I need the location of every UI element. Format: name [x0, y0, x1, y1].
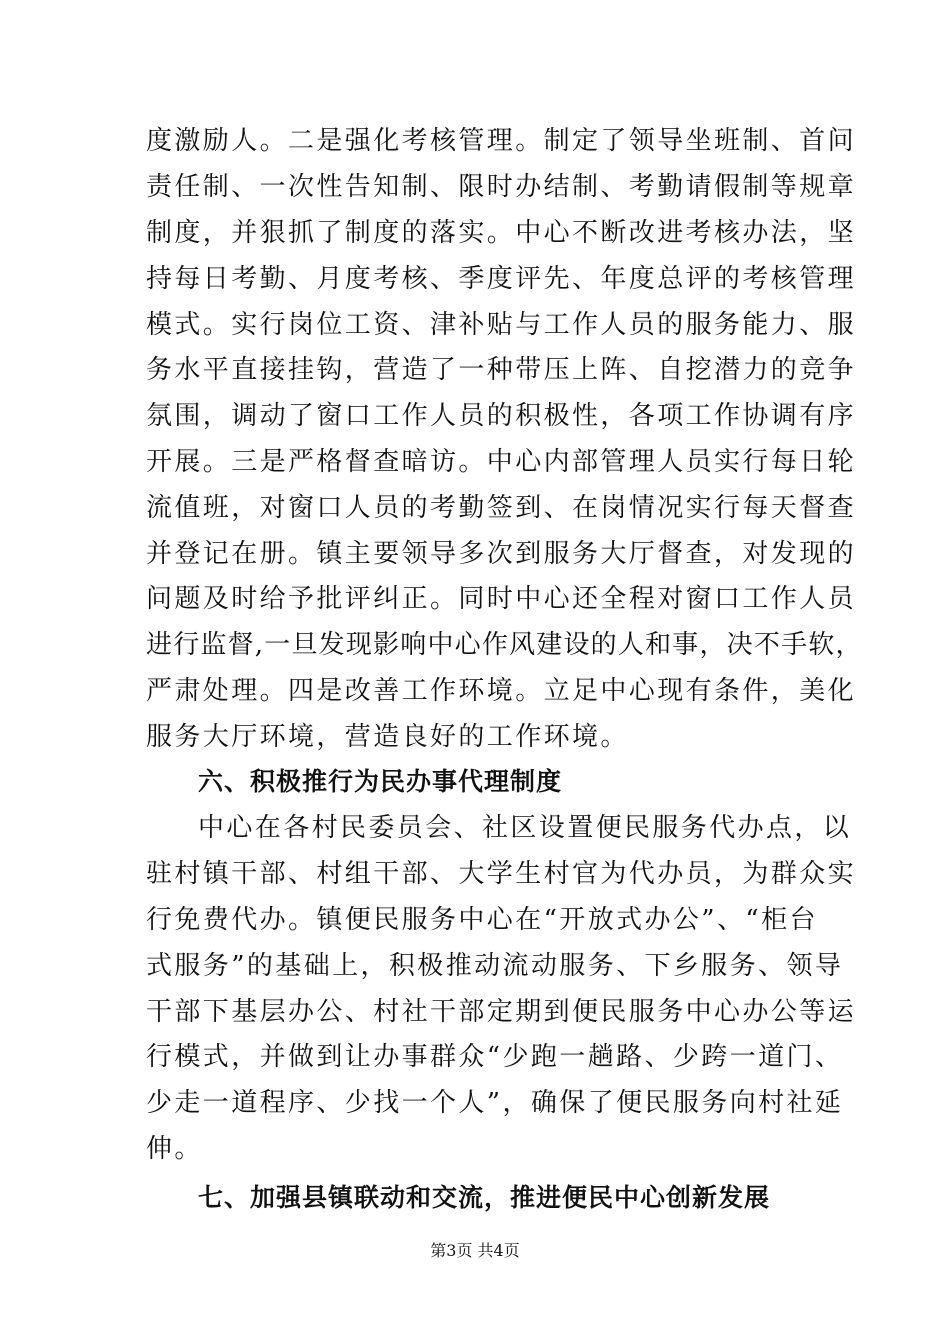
body-line: 驻村镇干部、村组干部、大学生村官为代办员，为群众实	[146, 859, 857, 889]
body-line: 开展。三是严格督查暗访。中心内部管理人员实行每日轮	[146, 447, 857, 477]
body-line: 进行监督,一旦发现影响中心作风建设的人和事，决不手软，	[146, 630, 863, 660]
body-line: 并登记在册。镇主要领导多次到服务大厅督查，对发现的	[146, 539, 857, 569]
body-line: 行模式，并做到让办事群众“少跑一趟路、少跨一道门、	[146, 1042, 844, 1072]
body-line: 中心在各村民委员会、社区设置便民服务代办点，以	[198, 813, 852, 843]
body-line: 持每日考勤、月度考核、季度评先、年度总评的考核管理	[146, 264, 857, 294]
body-line: 务水平直接挂钩，营造了一种带压上阵、自挖潜力的竞争	[146, 355, 857, 385]
body-line: 式服务”的基础上，积极推动流动服务、下乡服务、领导	[146, 951, 844, 981]
body-line: 干部下基层办公、村社干部定期到便民服务中心办公等运	[146, 997, 857, 1027]
body-line: 行免费代办。镇便民服务中心在“开放式办公”、“柜台	[146, 905, 818, 935]
section-heading-7: 七、加强县镇联动和交流，推进便民中心创新发展	[198, 1183, 771, 1212]
body-line: 制度，并狠抓了制度的落实。中心不断改进考核办法，坚	[146, 218, 857, 248]
body-line: 服务大厅环境，营造良好的工作环境。	[146, 722, 629, 752]
body-line: 伸。	[146, 1134, 203, 1164]
body-line: 责任制、一次性告知制、限时办结制、考勤请假制等规章	[146, 172, 857, 202]
body-line: 流值班，对窗口人员的考勤签到、在岗情况实行每天督查	[146, 493, 857, 523]
page-footer: 第3页 共4页	[430, 1241, 520, 1260]
body-line: 少走一道程序、少找一个人”，确保了便民服务向村社延	[146, 1088, 844, 1118]
body-line: 模式。实行岗位工资、津补贴与工作人员的服务能力、服	[146, 310, 857, 340]
body-line: 严肃处理。四是改善工作环境。立足中心现有条件，美化	[146, 676, 857, 706]
body-line: 氛围，调动了窗口工作人员的积极性，各项工作协调有序	[146, 401, 857, 431]
body-line: 问题及时给予批评纠正。同时中心还全程对窗口工作人员	[146, 584, 857, 614]
body-line: 度激励人。二是强化考核管理。制定了领导坐班制、首问	[146, 126, 857, 156]
section-heading-6: 六、积极推行为民办事代理制度	[198, 767, 563, 796]
